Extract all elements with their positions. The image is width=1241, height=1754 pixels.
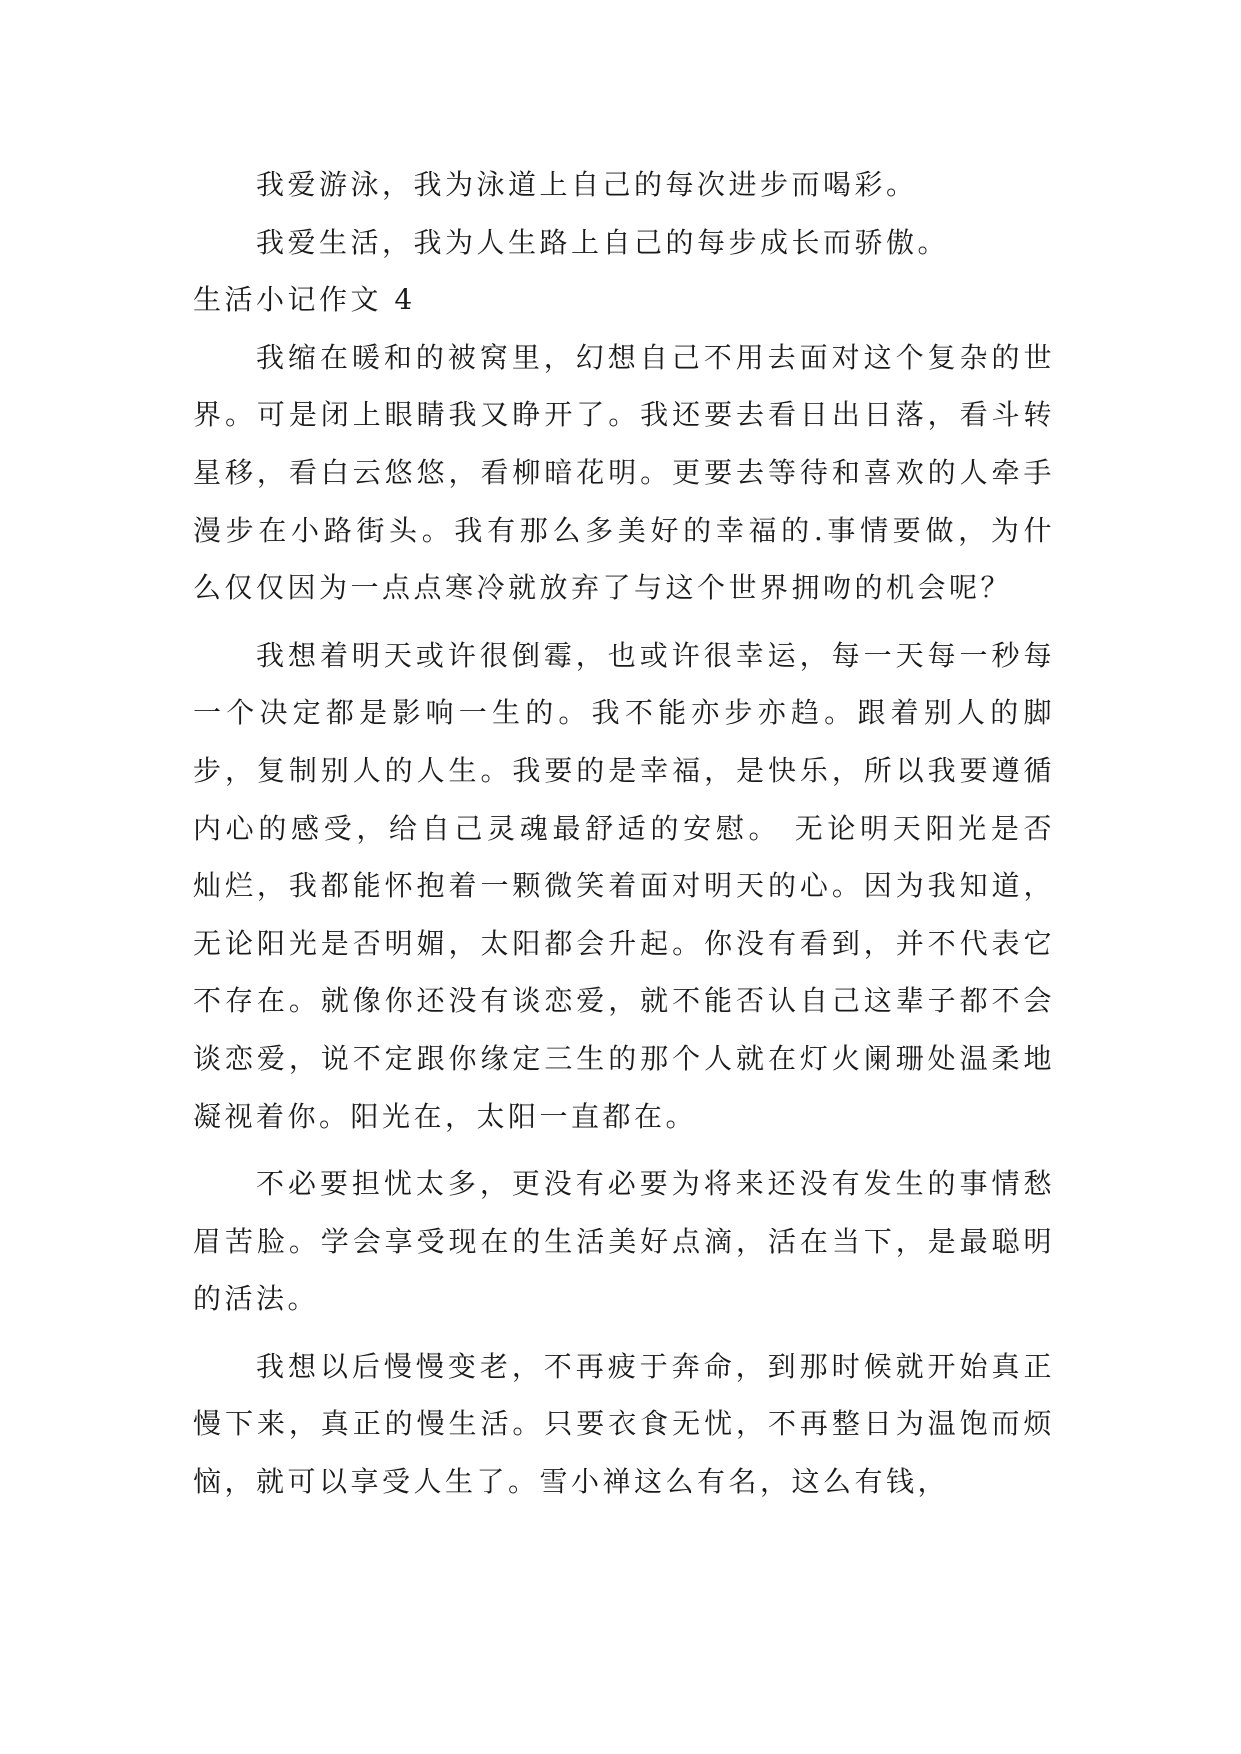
paragraph-3: 不必要担忧太多，更没有必要为将来还没有发生的事情愁眉苦脸。学会享受现在的生活美好点滴，活在当下，是最聪明的活法。 <box>193 1167 1055 1316</box>
paragraph-life: 我爱生活，我为人生路上自己的每步成长而骄傲。 <box>256 225 950 259</box>
paragraph-swimming: 我爱游泳，我为泳道上自己的每次进步而喝彩。 <box>256 168 918 201</box>
paragraph-4: 我想以后慢慢变老，不再疲于奔命，到那时候就开始真正慢下来，真正的慢生活。只要衣食无忧，不再整日为温饱而烦恼，就可以享受人生了。雪小禅这么有名，这么有钱， <box>193 1349 1055 1499</box>
section-heading: 生活小记作文 4 <box>193 283 416 317</box>
document-body <box>193 156 1055 1511</box>
paragraph-2: 我想着明天或许很倒霉，也或许很幸运，每一天每一秒每一个决定都是影响一生的。我不能亦步亦趋。跟着别人的脚步，复制别人的人生。我要的是幸福，是快乐，所以我要遵循内心的感受，给自己灵魂最舒适的安慰。 无论明天阳光是否灿烂，我都能怀抱着一颗微笑着面对明天的心。因为我知道，无论阳光是否明媚，太阳都会升起。你没有看到，并不代表它不存在。就像你还没有谈恋爱，就不能否认自己这辈子都不会谈恋爱，说不定跟你缘定三生的那个人就在灯火阑珊处温柔地凝视着你。阳光在，太阳一直都在。 <box>193 638 1055 1133</box>
paragraph-1: 我缩在暖和的被窝里，幻想自己不用去面对这个复杂的世界。可是闭上眼睛我又睁开了。我还要去看日出日落，看斗转星移，看白云悠悠，看柳暗花明。更要去等待和喜欢的人牵手漫步在小路街头。我有那么多美好的幸福的.事情要做，为什么仅仅因为一点点寒冷就放弃了与这个世界拥吻的机会呢？ <box>193 340 1055 605</box>
